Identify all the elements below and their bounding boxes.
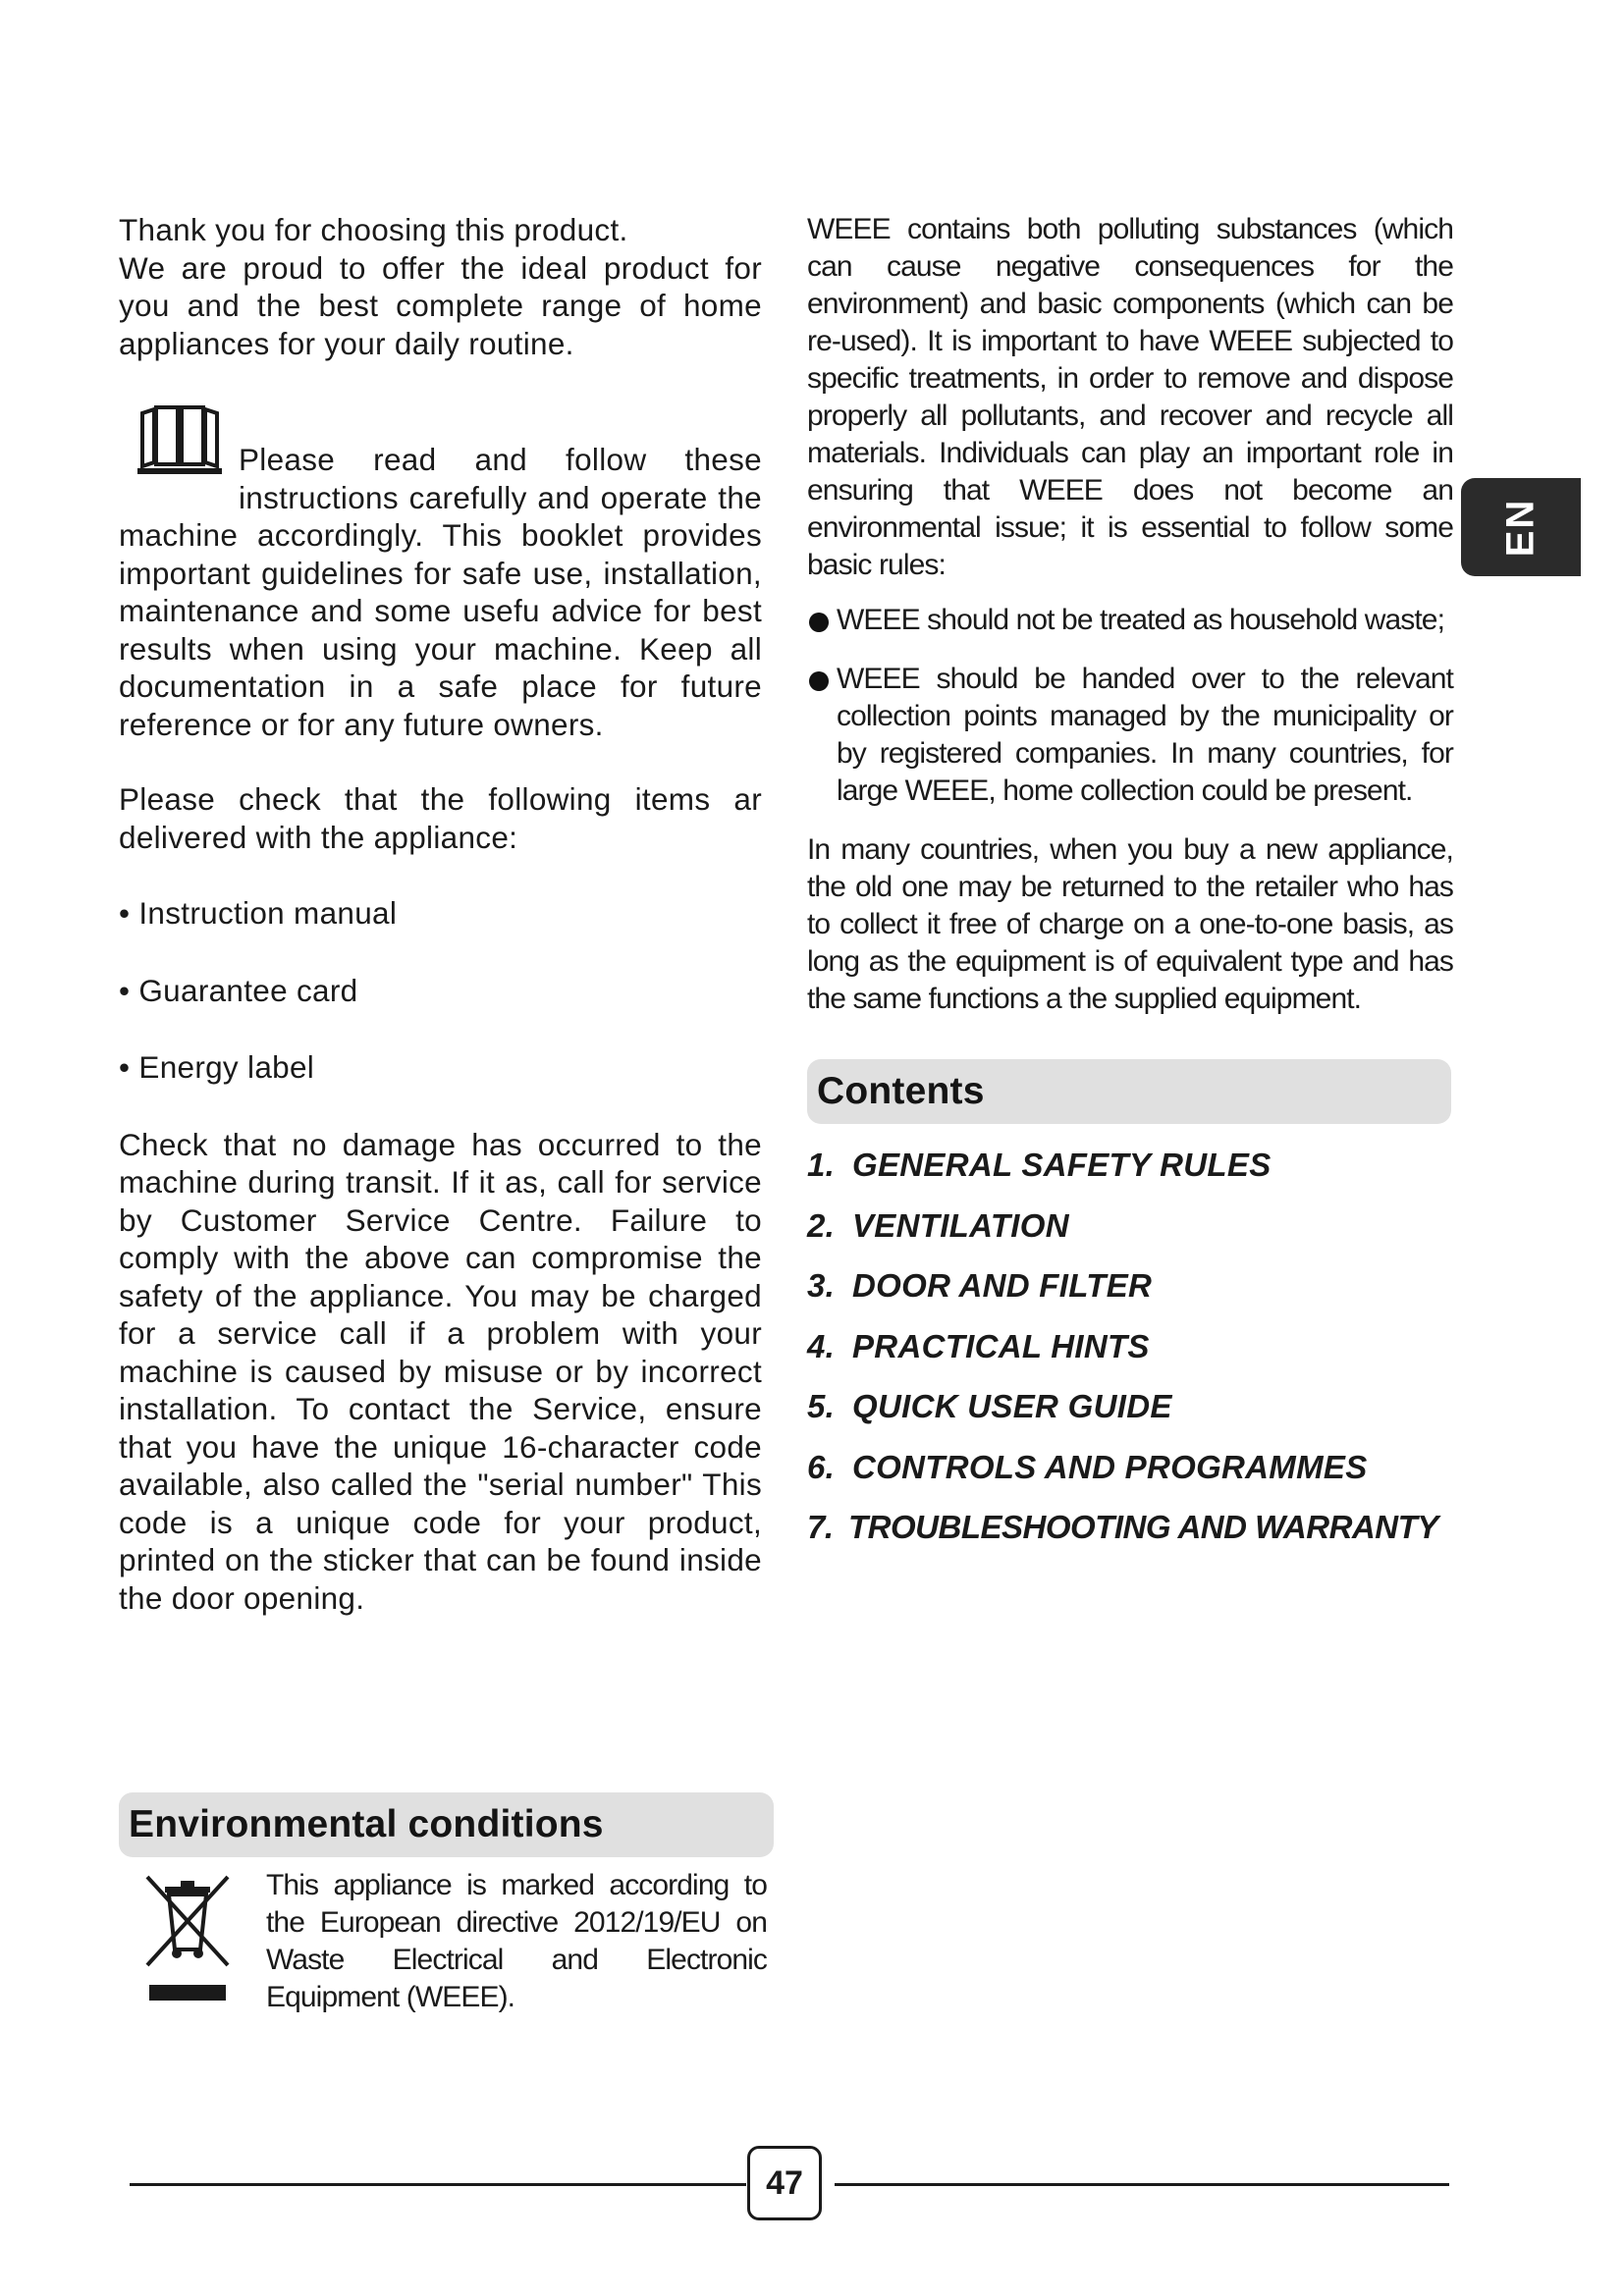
environmental-heading: Environmental conditions (119, 1792, 774, 1857)
footer-divider-left (130, 2183, 746, 2186)
toc-label: VENTILATION (852, 1206, 1069, 1244)
list-item: WEEE should be handed over to the relevant collection points managed by the municipality or by registered companies. In many countries, for large WEEE, home collection could be present. (807, 661, 1453, 810)
toc-item-door-and-filter[interactable] (807, 1266, 1453, 1327)
language-tab-label: EN (1498, 498, 1543, 557)
environmental-row (119, 1867, 767, 2024)
intro-proud: We are proud to offer the ideal product for you and the best complete range of home appliances for your daily routine. (119, 249, 762, 361)
list-item: • Instruction manual (119, 895, 398, 931)
toc-item-ventilation[interactable] (807, 1206, 1453, 1267)
toc-item-practical-hints[interactable] (807, 1327, 1453, 1388)
list-item: • Energy label (119, 1049, 315, 1085)
instructions-text: Please read and follow these instructions carefully and operate the machine accordingly. This booklet provides important guidelines for safe use, installation, maintenance and some usefu advice for best results when using your machine. Keep all documentation in a safe place for future reference or for any future owners. (119, 442, 762, 742)
list-item: WEEE should not be treated as household waste; (807, 602, 1453, 639)
delivered-items-list (119, 894, 762, 1087)
toc-number: 5. (807, 1388, 836, 1424)
toc-label: CONTROLS AND PROGRAMMES (852, 1448, 1368, 1485)
table-of-contents (807, 1146, 1453, 1569)
language-tab (1461, 478, 1581, 576)
toc-number: 1. (807, 1147, 836, 1183)
toc-label: GENERAL SAFETY RULES (852, 1147, 1272, 1183)
toc-number: 6. (807, 1448, 836, 1485)
instructions-block (119, 403, 762, 743)
toc-number: 4. (807, 1327, 836, 1364)
delivered-intro: Please check that the following items ar delivered with the appliance: (119, 781, 762, 855)
weee-return-paragraph: In many countries, when you buy a new appliance, the old one may be returned to the retailer who has to collect it free of charge on a one-to-one basis, as long as the equipment is of equivalent type and has the same functions a the supplied equipment. (807, 833, 1453, 1015)
toc-number: 7. (807, 1509, 834, 1545)
toc-number: 3. (807, 1267, 836, 1304)
crossed-bin-icon (143, 1873, 234, 2006)
toc-number: 2. (807, 1206, 836, 1244)
book-icon (135, 403, 225, 476)
toc-item-quick-user-guide[interactable] (807, 1387, 1453, 1448)
intro-thanks: Thank you for choosing this product. (119, 212, 628, 247)
footer-divider-right (835, 2183, 1449, 2186)
toc-label: TROUBLESHOOTING AND WARRANTY (848, 1509, 1438, 1545)
right-column (807, 211, 1453, 1569)
toc-item-general-safety-rules[interactable] (807, 1146, 1453, 1206)
toc-item-controls-and-programmes[interactable] (807, 1448, 1453, 1509)
contents-heading: Contents (807, 1059, 1451, 1124)
toc-item-troubleshooting-and-warranty[interactable] (807, 1508, 1453, 1569)
toc-label: PRACTICAL HINTS (852, 1327, 1150, 1364)
left-column (119, 211, 762, 1617)
weee-rules-list (807, 602, 1453, 810)
toc-label: QUICK USER GUIDE (852, 1388, 1172, 1424)
environmental-text: This appliance is marked according to the European directive 2012/19/EU on Waste Electrical and Electronic Equipment (WEEE). (266, 1869, 767, 2013)
damage-check-text: Check that no damage has occurred to the machine during transit. If it as, call for service by Customer Service Centre. Failure to comply with the above can compromise the safety of the appliance. You may be charged for a service call if a problem with your machine is caused by misuse or by incorrect installation. To contact the Service, ensure that you have the unique 16-character code available, also called the "serial number" This code is a unique code for your product, printed on the sticker that can be found inside the door opening. (119, 1126, 762, 1616)
toc-label: DOOR AND FILTER (852, 1267, 1153, 1304)
weee-paragraph: WEEE contains both polluting substances (which can cause negative consequences for the environment) and basic components (which can be re-used). It is important to have WEEE subjected to specific treatments, in order to remove and dispose properly all pollutants, and recover and recycle all materials. Individuals can play an important role in ensuring that WEEE does not become an environmental issue; it is essential to follow some basic rules: (807, 213, 1453, 581)
list-item: • Guarantee card (119, 972, 358, 1008)
page-number: 47 (747, 2146, 822, 2220)
